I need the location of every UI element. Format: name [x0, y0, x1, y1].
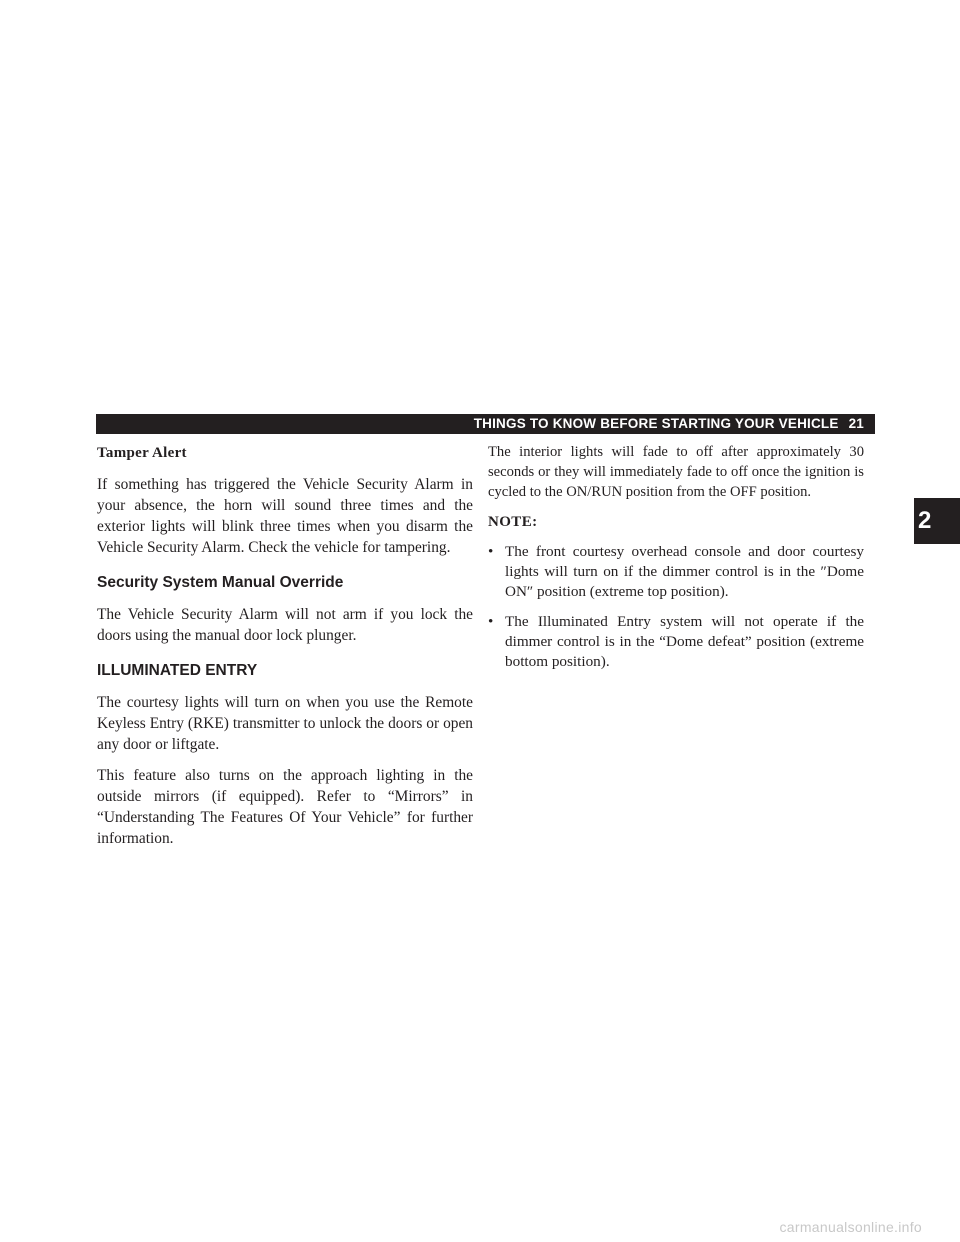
illuminated-entry-heading: ILLUMINATED ENTRY — [97, 662, 258, 679]
chapter-tab: 2 — [914, 498, 960, 544]
illuminated-entry-paragraph-1: The courtesy lights will turn on when you use the Remote Keyless Entry (RKE) transmitter to unlock the doors or open any door or liftgate. — [97, 694, 473, 753]
note-list — [488, 542, 864, 672]
list-item — [488, 612, 864, 672]
watermark: carmanualsonline.info — [779, 1219, 922, 1235]
illuminated-entry-paragraph-2: This feature also turns on the approach lighting in the outside mirrors (if equipped). Refer to “Mirrors” in “Understanding The Features Of Your Vehicle” for further information. — [97, 767, 473, 847]
bullet-icon: • — [488, 543, 494, 560]
override-heading: Security System Manual Override — [97, 574, 344, 591]
right-column — [488, 442, 864, 682]
override-paragraph: The Vehicle Security Alarm will not arm if you lock the doors using the manual door lock plunger. — [97, 606, 473, 644]
page-number: 21 — [848, 416, 864, 431]
section-title: THINGS TO KNOW BEFORE STARTING YOUR VEHICLE — [473, 416, 839, 431]
tamper-alert-paragraph: If something has triggered the Vehicle Security Alarm in your absence, the horn will sound three times and the exterior lights will blink three times when you disarm the Vehicle Security Alarm. Check the vehicle for tampering. — [97, 476, 473, 556]
list-item-text: The front courtesy overhead console and door courtesy lights will turn on if the dimmer control is in the ″Dome ON″ position (extreme top position). — [505, 543, 864, 600]
list-item — [488, 542, 864, 602]
list-item-text: The Illuminated Entry system will not operate if the dimmer control is in the “Dome defeat” position (extreme bottom position). — [505, 613, 864, 670]
left-column — [97, 442, 473, 859]
fade-paragraph: The interior lights will fade to off after approximately 30 seconds or they will immediately fade to off once the ignition is cycled to the ON/RUN position from the OFF position. — [488, 444, 864, 500]
bullet-icon: • — [488, 613, 494, 630]
tamper-alert-heading: Tamper Alert — [97, 445, 187, 461]
note-label: NOTE: — [488, 514, 538, 530]
running-header — [464, 414, 868, 434]
